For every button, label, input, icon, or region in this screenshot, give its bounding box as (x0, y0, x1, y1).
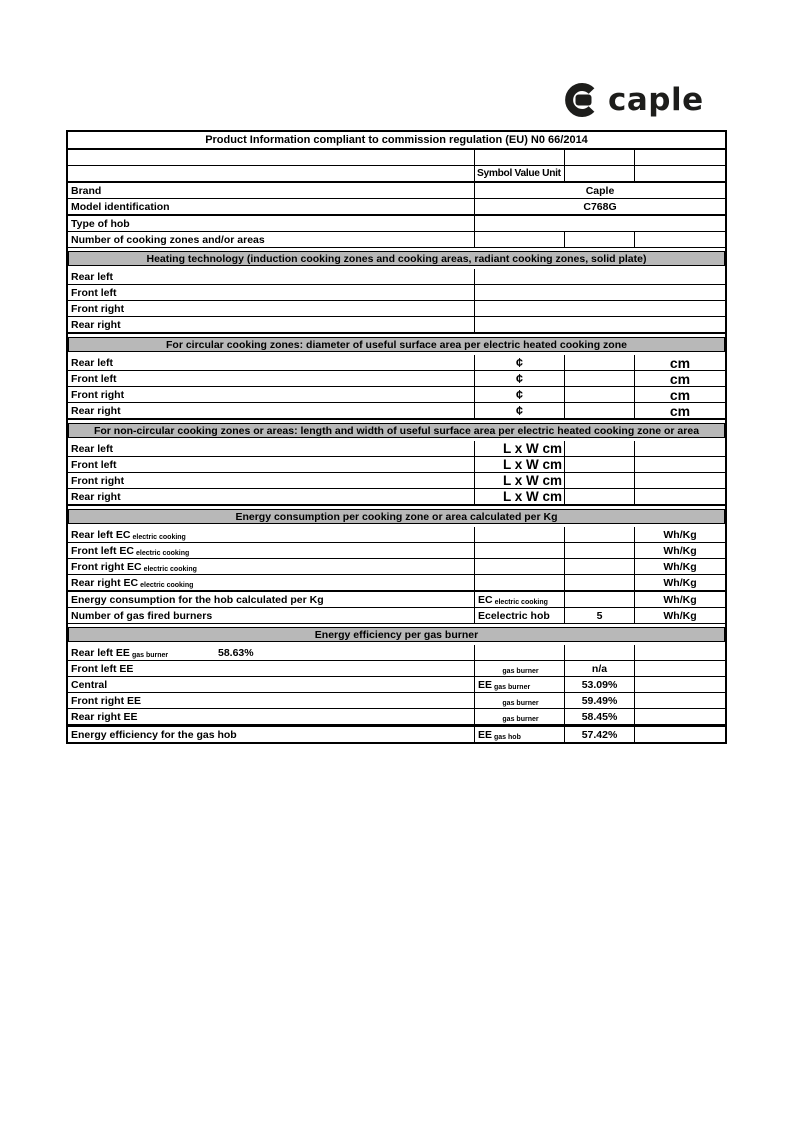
table-title-row (68, 132, 725, 150)
table-row (68, 166, 725, 183)
unit-cell (634, 527, 725, 542)
unit-cell (634, 457, 725, 472)
table-row (68, 150, 725, 166)
row-label-cell (68, 301, 474, 316)
symbol-cell (474, 727, 564, 742)
symbol-subscript: gas burner (502, 699, 539, 707)
row-label-value: 58.63% (218, 646, 254, 659)
unit-cell (634, 489, 725, 504)
symbol-cell (474, 693, 564, 708)
unit-cell (634, 559, 725, 574)
row-label-cell (68, 489, 474, 504)
unit-cell (634, 441, 725, 456)
value-cell (564, 645, 634, 660)
row-label-cell (68, 183, 474, 198)
symbol-text: Ecelectric hob (478, 609, 550, 622)
table-row (68, 693, 725, 709)
table-row (68, 317, 725, 334)
unit-cell (634, 709, 725, 724)
product-table (66, 130, 727, 744)
value-text: 53.09% (581, 678, 618, 691)
value-cell (564, 473, 634, 488)
section-title: For non-circular cooking zones or areas: length and width of useful surface area per electric heated cooking zone or area (93, 424, 700, 437)
row-label-cell (68, 166, 474, 181)
merged-value-cell (474, 317, 725, 332)
table-row (68, 387, 725, 403)
table-row (68, 301, 725, 317)
value-cell (564, 527, 634, 542)
row-label-cell (68, 387, 474, 402)
table-row (68, 645, 725, 661)
value-cell (564, 441, 634, 456)
row-label: Rear right EC (71, 576, 139, 589)
symbol-cell (474, 232, 564, 247)
unit-cell (634, 403, 725, 418)
row-label-cell (68, 727, 474, 742)
unit-cell (634, 677, 725, 692)
symbol-text: EE (478, 678, 493, 691)
value-cell (564, 592, 634, 607)
row-label: Number of cooking zones and/or areas (71, 233, 265, 246)
table-row (68, 199, 725, 216)
row-label: Rear left EE (71, 646, 130, 659)
value-cell (564, 727, 634, 742)
unit-cell (634, 371, 725, 386)
row-label-cell (68, 575, 474, 590)
table-row (68, 489, 725, 506)
row-label-cell (68, 645, 474, 660)
row-label: Front right (71, 302, 125, 315)
unit-cell (634, 592, 725, 607)
symbol-cell (474, 387, 564, 402)
symbol-cell (474, 403, 564, 418)
unit-cell (634, 355, 725, 370)
unit-cell (634, 575, 725, 590)
table-row (68, 543, 725, 559)
merged-value: Caple (585, 184, 615, 197)
row-label: Rear right (71, 318, 121, 331)
symbol-text: ¢ (516, 387, 523, 402)
symbol-cell (474, 661, 564, 676)
unit-text: cm (669, 386, 691, 403)
symbol-text: L x W cm (502, 457, 562, 472)
symbol-subscript: gas burner (502, 667, 539, 675)
row-label-subscript: electric cooking (140, 581, 194, 589)
row-label: Front left (71, 458, 117, 471)
row-label: Energy consumption for the hob calculated per Kg (71, 593, 324, 606)
table-row (68, 725, 725, 742)
merged-value-cell (474, 199, 725, 214)
value-cell (564, 403, 634, 418)
symbol-cell (474, 489, 564, 504)
row-label-cell (68, 355, 474, 370)
symbol-subscript: gas burner (494, 683, 531, 691)
symbol-text: ¢ (516, 355, 523, 370)
unit-cell (634, 608, 725, 623)
row-label-cell (68, 285, 474, 300)
value-cell (564, 543, 634, 558)
row-label: Rear left EC (71, 528, 131, 541)
row-label-cell (68, 150, 474, 165)
symbol-cell (474, 457, 564, 472)
table-row (68, 527, 725, 543)
table-row (68, 575, 725, 592)
row-label-cell (68, 216, 474, 231)
row-label-cell (68, 709, 474, 724)
row-label-cell (68, 403, 474, 418)
section-header-row (68, 251, 725, 266)
row-label-cell (68, 371, 474, 386)
row-label: Number of gas fired burners (71, 609, 213, 622)
symbol-cell (474, 473, 564, 488)
row-label: Front right EC (71, 560, 142, 573)
row-label: Front right (71, 474, 125, 487)
row-label-cell (68, 457, 474, 472)
row-label-cell (68, 559, 474, 574)
row-label: Energy efficiency for the gas hob (71, 728, 237, 741)
section-title: Energy efficiency per gas burner (314, 628, 479, 641)
row-label-cell (68, 661, 474, 676)
symbol-cell (474, 709, 564, 724)
unit-cell (634, 150, 725, 165)
symbol-cell (474, 355, 564, 370)
symbol-cell (474, 559, 564, 574)
table-row (68, 183, 725, 199)
section-header-row (68, 627, 725, 642)
symbol-cell (474, 677, 564, 692)
value-cell (564, 457, 634, 472)
row-label: Front right (71, 388, 125, 401)
section-title: For circular cooking zones: diameter of useful surface area per electric heated cooking zone (166, 338, 627, 351)
value-cell (564, 355, 634, 370)
table-title: Product Information compliant to commission regulation (EU) N0 66/2014 (205, 134, 588, 146)
section-header-row (68, 509, 725, 524)
unit-cell (634, 543, 725, 558)
value-cell (564, 150, 634, 165)
value-cell (564, 661, 634, 676)
symbol-cell (474, 150, 564, 165)
section-title: Energy consumption per cooking zone or area calculated per Kg (235, 510, 558, 523)
symbol-cell (474, 575, 564, 590)
value-cell (564, 677, 634, 692)
row-label-cell (68, 199, 474, 214)
unit-cell (634, 473, 725, 488)
unit-text: Wh/Kg (663, 593, 697, 606)
symbol-cell (474, 166, 564, 181)
symbol-cell (474, 608, 564, 623)
row-label-cell (68, 473, 474, 488)
row-label: Rear left (71, 442, 114, 455)
table-row (68, 709, 725, 725)
symbol-cell (474, 441, 564, 456)
row-label-cell (68, 693, 474, 708)
table-row (68, 608, 725, 624)
merged-value-cell (474, 183, 725, 198)
row-label: Type of hob (71, 217, 130, 230)
unit-text: cm (669, 370, 691, 387)
row-label: Front left (71, 286, 117, 299)
caple-wordmark: caple (608, 82, 704, 118)
value-cell (564, 166, 634, 181)
value-cell (564, 232, 634, 247)
caple-logomark-icon (563, 80, 603, 120)
row-label-cell (68, 543, 474, 558)
value-text: 59.49% (581, 694, 618, 707)
unit-text: cm (669, 354, 691, 371)
table-row (68, 559, 725, 575)
unit-cell (634, 661, 725, 676)
value-cell (564, 575, 634, 590)
row-label: Front left (71, 372, 117, 385)
row-label: Model identification (71, 200, 170, 213)
row-label: Central (71, 678, 108, 691)
unit-text: Wh/Kg (663, 560, 697, 573)
symbol-cell (474, 527, 564, 542)
section-header-row (68, 423, 725, 438)
symbol-subscript: electric cooking (494, 598, 548, 606)
row-label-cell (68, 677, 474, 692)
section-header-row (68, 337, 725, 352)
row-label-subscript: electric cooking (143, 565, 197, 573)
symbol-text: L x W cm (502, 473, 562, 488)
symbol-text: ¢ (516, 403, 523, 418)
unit-cell (634, 727, 725, 742)
unit-text: Wh/Kg (663, 544, 697, 557)
value-text: 58.45% (581, 710, 618, 723)
row-label: Rear left (71, 270, 114, 283)
table-row (68, 592, 725, 608)
value-cell (564, 693, 634, 708)
unit-cell (634, 166, 725, 181)
symbol-cell (474, 592, 564, 607)
symbol-text: EE (478, 728, 493, 741)
symbol-cell (474, 543, 564, 558)
table-row (68, 677, 725, 693)
unit-text: cm (669, 402, 691, 419)
row-label-cell (68, 608, 474, 623)
unit-text: Wh/Kg (663, 609, 697, 622)
value-cell (564, 559, 634, 574)
row-label: Front left EE (71, 662, 134, 675)
unit-cell (634, 387, 725, 402)
row-label: Rear left (71, 356, 114, 369)
unit-cell (634, 232, 725, 247)
row-label-cell (68, 317, 474, 332)
merged-value-cell (474, 216, 725, 231)
row-label: Rear right EE (71, 710, 138, 723)
unit-cell (634, 645, 725, 660)
value-text: n/a (591, 662, 608, 675)
value-cell (564, 387, 634, 402)
symbol-text: L x W cm (502, 441, 562, 456)
table-row (68, 216, 725, 232)
merged-value: C768G (583, 200, 617, 213)
symbol-cell (474, 371, 564, 386)
symbol-text: L x W cm (502, 489, 562, 504)
row-label: Rear right (71, 490, 121, 503)
value-text: 5 (596, 609, 603, 622)
table-row (68, 441, 725, 457)
unit-text: Wh/Kg (663, 528, 697, 541)
value-cell (564, 489, 634, 504)
symbol-text: ¢ (516, 371, 523, 386)
row-label-cell (68, 527, 474, 542)
symbol-text: Symbol Value Unit (477, 168, 561, 179)
row-label-cell (68, 232, 474, 247)
value-text: 57.42% (581, 728, 618, 741)
unit-cell (634, 693, 725, 708)
merged-value-cell (474, 285, 725, 300)
symbol-text: EC (478, 593, 493, 606)
value-cell (564, 709, 634, 724)
symbol-subscript: gas burner (502, 715, 539, 723)
table-row (68, 285, 725, 301)
table-row (68, 269, 725, 285)
row-label-subscript: electric cooking (132, 533, 186, 541)
unit-text: Wh/Kg (663, 576, 697, 589)
table-row (68, 661, 725, 677)
row-label: Brand (71, 184, 102, 197)
value-cell (564, 371, 634, 386)
table-row (68, 403, 725, 420)
caple-logo (563, 80, 704, 120)
table-row (68, 371, 725, 387)
table-row (68, 457, 725, 473)
row-label-subscript: gas burner (131, 651, 169, 659)
merged-value-cell (474, 301, 725, 316)
symbol-cell (474, 645, 564, 660)
value-cell (564, 608, 634, 623)
merged-value-cell (474, 269, 725, 284)
symbol-subscript: gas hob (494, 733, 521, 741)
row-label-cell (68, 269, 474, 284)
table-row (68, 355, 725, 371)
row-label-cell (68, 441, 474, 456)
row-label-subscript: electric cooking (136, 549, 190, 557)
table-row (68, 473, 725, 489)
row-label: Front right EE (71, 694, 141, 707)
table-row (68, 232, 725, 248)
row-label-cell (68, 592, 474, 607)
row-label: Front left EC (71, 544, 134, 557)
row-label: Rear right (71, 404, 121, 417)
section-title: Heating technology (induction cooking zones and cooking areas, radiant cooking zones, solid plate) (146, 252, 647, 265)
